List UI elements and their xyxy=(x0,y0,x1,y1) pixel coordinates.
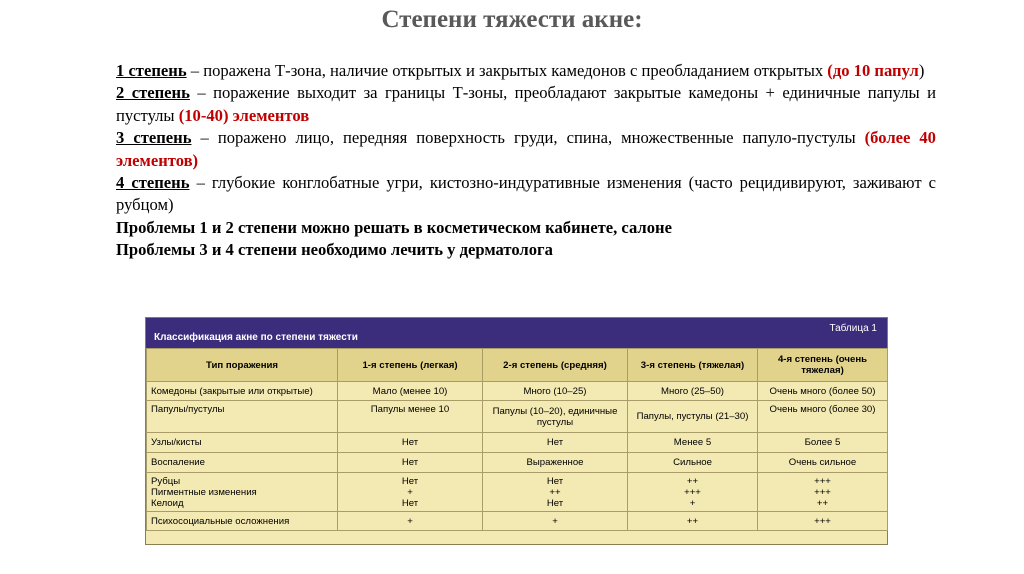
paragraph-degree-1 xyxy=(116,60,936,82)
table-row xyxy=(147,433,888,453)
degree-3-highlight: (более 40 элементов) xyxy=(116,128,936,170)
slide-title: Степени тяжести акне: xyxy=(381,6,643,33)
table-cell: Нет xyxy=(546,475,564,487)
table-cell: Нет xyxy=(546,497,564,509)
table-cell: ++ xyxy=(628,512,758,531)
table-row xyxy=(147,512,888,531)
table-number: Таблица 1 xyxy=(829,323,877,334)
col-header-degree-4: 4-я степень (очень тяжелая) xyxy=(758,349,888,382)
table-cell: Много (25–50) xyxy=(628,382,758,401)
table-cell: ++ xyxy=(686,475,699,487)
row-label: Пигментные изменения xyxy=(151,486,257,498)
table-cell: ++ xyxy=(816,497,829,509)
col-header-type: Тип поражения xyxy=(147,349,338,382)
table-cell: Очень много (более 30) xyxy=(758,401,888,433)
col-header-degree-2: 2-я степень (средняя) xyxy=(483,349,628,382)
table-cell: Нет xyxy=(483,433,628,453)
table-cell: + xyxy=(407,486,413,498)
table-cell: Папулы менее 10 xyxy=(338,401,483,433)
table-cell: ++ xyxy=(549,486,561,498)
table-cell: +++ xyxy=(814,486,831,498)
severity-description xyxy=(116,60,936,262)
col-header-degree-3: 3-я степень (тяжелая) xyxy=(628,349,758,382)
table-cell: Много (10–25) xyxy=(483,382,628,401)
degree-3-label: 3 степень xyxy=(116,128,192,148)
table-header-bar xyxy=(146,318,887,348)
table-cell: Папулы (10–20), единичные пустулы xyxy=(483,401,628,433)
degree-1-highlight: (до 10 папул xyxy=(827,61,919,80)
table-cell: + xyxy=(689,497,696,509)
table-cell: Очень сильное xyxy=(758,453,888,473)
row-label: Психосоциальные осложнения xyxy=(147,512,338,531)
row-label: Келоид xyxy=(151,497,184,509)
table-cell: Нет xyxy=(338,453,483,473)
row-label: Узлы/кисты xyxy=(147,433,338,453)
table-cell: +++ xyxy=(814,475,831,487)
degree-1-tail: ) xyxy=(918,61,925,80)
header-row xyxy=(147,349,888,382)
table-cell: Нет xyxy=(338,433,483,453)
degree-4-text: – глубокие конглобатные угри, кистозно-индуративные изменения (часто рецидивируют, заживают с рубцом) xyxy=(116,173,937,215)
table-cell: Мало (менее 10) xyxy=(338,382,483,401)
degree-2-text: – поражение выходит за границы Т-зоны, преобладают закрытые камедоны + единичные папулы и пустулы xyxy=(116,83,936,125)
table-cell: Менее 5 xyxy=(628,433,758,453)
degree-1-label: 1 степень xyxy=(116,61,187,80)
table-title: Классификация акне по степени тяжести xyxy=(154,332,358,343)
table-cell-group xyxy=(628,473,758,512)
paragraph-degree-2 xyxy=(116,82,936,127)
table-row xyxy=(147,382,888,401)
table-row xyxy=(147,401,888,433)
table-cell: +++ xyxy=(684,486,701,498)
row-label: Рубцы xyxy=(151,475,181,487)
classification-grid xyxy=(146,348,888,531)
table-cell: + xyxy=(338,512,483,531)
row-label: Папулы/пустулы xyxy=(147,401,338,433)
table-cell: Папулы, пустулы (21–30) xyxy=(628,401,758,433)
row-label: Воспаление xyxy=(147,453,338,473)
table-cell-group xyxy=(338,473,483,512)
row-label: Комедоны (закрытые или открытые) xyxy=(147,382,338,401)
table-cell: + xyxy=(483,512,628,531)
table-cell: Нет xyxy=(401,475,419,487)
acne-classification-table xyxy=(145,317,888,545)
table-cell: Нет xyxy=(401,497,419,509)
row-label-group xyxy=(147,473,338,512)
col-header-degree-1: 1-я степень (легкая) xyxy=(338,349,483,382)
table-cell-group xyxy=(483,473,628,512)
table-cell: Очень много (более 50) xyxy=(758,382,888,401)
note-cosmetic: Проблемы 1 и 2 степени можно решать в косметическом кабинете, салоне xyxy=(116,217,672,237)
table-cell: Выраженное xyxy=(483,453,628,473)
degree-1-text: – поражена Т-зона, наличие открытых и закрытых камедонов с преобладанием открытых xyxy=(186,61,828,80)
note-dermatologist: Проблемы 3 и 4 степени необходимо лечить у дерматолога xyxy=(116,240,553,260)
table-row xyxy=(147,453,888,473)
table-row xyxy=(147,473,888,512)
paragraph-degree-3 xyxy=(116,127,936,172)
degree-3-text: – поражено лицо, передняя поверхность груди, спина, множественные папуло-пустулы xyxy=(191,128,865,148)
degree-4-label: 4 степень xyxy=(116,173,190,193)
paragraph-degree-4 xyxy=(116,172,936,217)
table-cell: Сильное xyxy=(628,453,758,473)
degree-2-highlight: (10-40) элементов xyxy=(178,105,310,125)
table-cell: Более 5 xyxy=(758,433,888,453)
table-cell-group xyxy=(758,473,888,512)
degree-2-label: 2 степень xyxy=(116,83,190,103)
table-cell: +++ xyxy=(758,512,888,531)
